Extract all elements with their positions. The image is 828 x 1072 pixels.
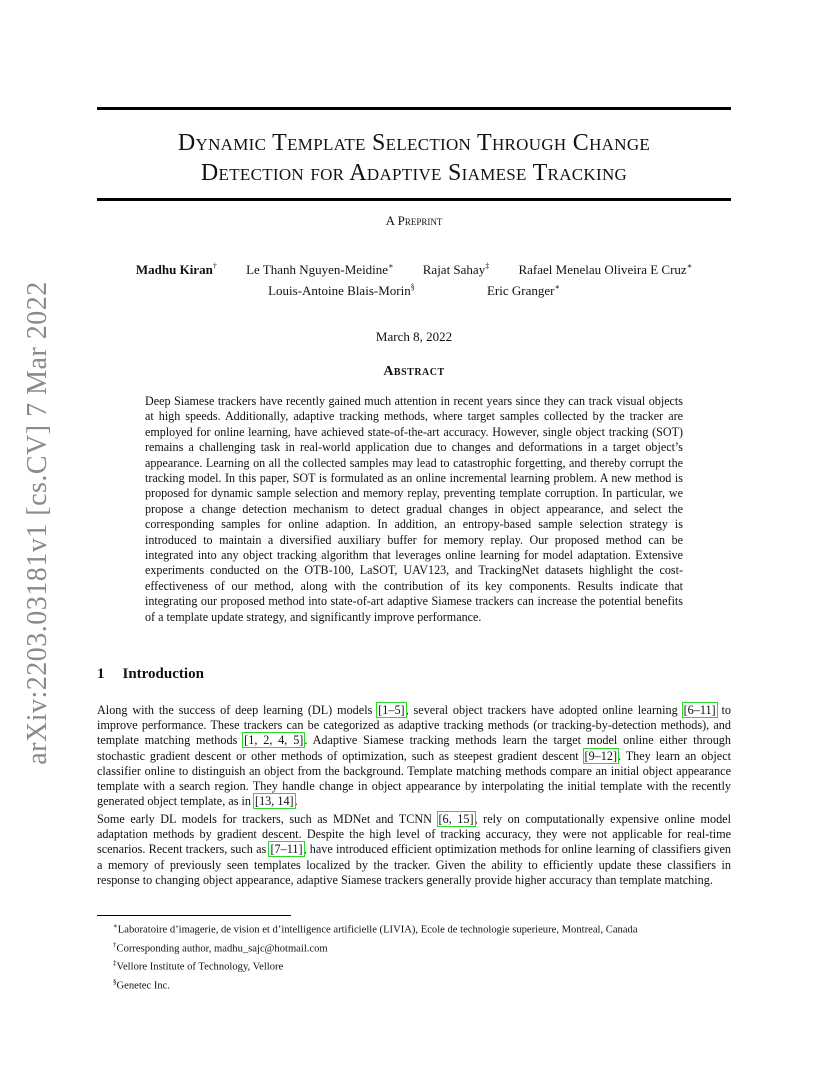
section-title: Introduction	[122, 666, 204, 682]
footnote: ‡Vellore Institute of Technology, Vellore	[113, 959, 284, 973]
arxiv-sidebar-stamp	[20, 281, 56, 765]
citation-link[interactable]: [1–5]	[378, 703, 405, 717]
title-line-2: Detection for Adaptive Siamese Tracking	[200, 160, 628, 186]
footnote: §Genetec Inc.	[113, 977, 171, 992]
preprint-label: A Preprint	[385, 213, 443, 228]
paper-title	[97, 128, 731, 188]
title-line-1: Dynamic Template Selection Through Change	[177, 130, 651, 156]
abstract-heading: Abstract	[383, 364, 445, 379]
citation-link[interactable]: [9–12]	[584, 748, 618, 763]
footnotes	[113, 919, 733, 993]
citation-link[interactable]: [13, 14]	[255, 794, 294, 809]
section-heading	[97, 666, 204, 683]
section-number: 1	[97, 666, 105, 682]
author: Madhu Kiran†	[135, 262, 217, 278]
footnote: ∗Laboratoire d’imagerie, de vision et d’intelligence artificielle (LIVIA), Ecole de technologie superieure, Montreal, Canada	[113, 922, 638, 936]
citation-link[interactable]: [1, 2, 4, 5]	[244, 733, 304, 748]
author: Le Thanh Nguyen-Meidine∗	[246, 262, 394, 278]
author-row-2	[97, 278, 731, 298]
publication-date: March 8, 2022	[375, 329, 453, 344]
author: Rafael Menelau Oliveira E Cruz∗	[518, 262, 693, 278]
author: Rajat Sahay‡	[422, 262, 490, 278]
title-bottom-rule	[97, 198, 731, 201]
intro-paragraph-2: Some early DL models for trackers, such as MDNet and TCNN [6, 15], rely on computationally expensive online model adaptation methods by gradient descent. Despite the high level of tracking accuracy, they were not applicable for real-time scenarios. Recent trackers, such as [7–11], have introduced efficient optimization methods for online learning of classifiers given a memory of previously seen templates localized by the tracker. Given the ability to efficiently update these classifiers in response to changing object appearance, adaptive Siamese trackers generally provide higher accuracy than template matching.	[97, 812, 731, 887]
footnote-rule	[97, 915, 291, 916]
citation-link[interactable]: [6–11]	[683, 703, 716, 717]
citation-link[interactable]: [6, 15]	[438, 812, 474, 826]
arxiv-identifier: arXiv:2203.03181v1 [cs.CV] 7 Mar 2022	[22, 281, 53, 765]
title-top-rule	[97, 107, 731, 110]
abstract-text: Deep Siamese trackers have recently gained much attention in recent years since they can track visual objects at high speeds. Additionally, adaptive tracking methods, where target samples collected by the tracker are employed for online learning, have achieved state-of-the-art accuracy. However, single object tracking (SOT) remains a challenging task in real-world application due to changes and deformations in a target object’s appearance. Learning on all the collected samples may lead to catastrophic forgetting, and thereby corrupt the tracking model. In this paper, SOT is formulated as an online incremental learning problem. A new method is proposed for dynamic sample selection and memory replay, preventing template corruption. In particular, we propose a change detection mechanism to detect gradual changes in object appearance, and select the corresponding samples for online adaption. In addition, an entropy-based sample selection strategy is introduced to maintain a diversified auxiliary buffer for memory replay. Our proposed method can be integrated into any object tracking algorithm that leverages online learning for model adaptation. Extensive experiments conducted on the OTB-100, LaSOT, UAV123, and TrackingNet datasets highlight the cost-effectiveness of our method, along with the contribution of its key components. Results indicate that integrating our proposed method into state-of-art adaptive Siamese trackers can increase the potential benefits of a template update strategy, and significantly improve performance.	[145, 394, 683, 624]
author-list	[97, 258, 731, 299]
author: Louis-Antoine Blais-Morin§	[268, 282, 415, 298]
author: Eric Granger∗	[486, 282, 560, 298]
intro-paragraph-1: Along with the success of deep learning (DL) models [1–5], several object trackers have adopted online learning [6–11] to improve performance. These trackers can be categorized as adaptive tracking methods (or tracking-by-detection methods), and template matching methods [1, 2, 4, 5]. Adaptive Siamese tracking methods learn the target model online either through stochastic gradient descent or other methods of optimization, such as steepest gradient descent [9–12]. They learn an object classifier online to distinguish an object from the background. Template matching methods compare an initial object appearance template with a search region. They handle change in object appearance by interpolating the initial template with the recently generated object template, as in [13, 14].	[97, 703, 731, 809]
author-row-1	[97, 258, 731, 278]
citation-link[interactable]: [7–11]	[270, 842, 303, 857]
footnote: †Corresponding author, madhu_sajc@hotmail.com	[113, 940, 328, 955]
